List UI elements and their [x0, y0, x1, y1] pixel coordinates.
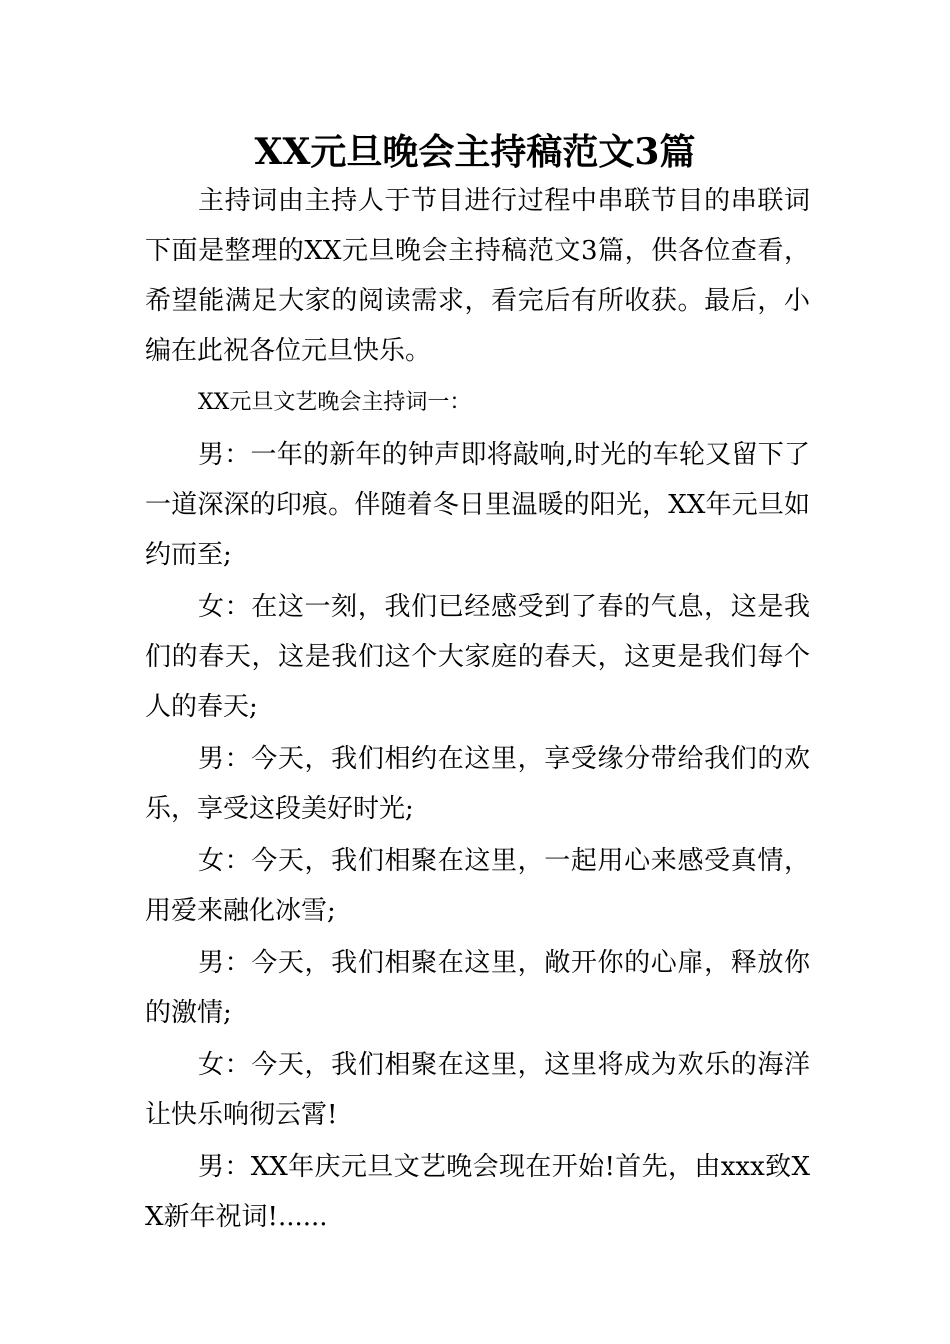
intro-paragraph: 主持词由主持人于节目进行过程中串联节目的串联词下面是整理的XX元旦晚会主持稿范文3篇，供各位查看，希望能满足大家的阅读需求，看完后有所收获。最后，小编在此祝各位元旦快乐。: [145, 186, 810, 366]
document-title: XX元旦晚会主持稿范文3篇: [254, 131, 696, 173]
section-heading: XX元旦文艺晚会主持词一：: [198, 390, 472, 415]
dialogue-paragraph: 女：今天，我们相聚在这里，这里将成为欢乐的海洋让快乐响彻云霄!: [145, 1050, 810, 1130]
dialogue-paragraph: 女：今天，我们相聚在这里，一起用心来感受真情，用爱来融化冰雪;: [145, 846, 810, 926]
dialogue-paragraph: 女：在这一刻，我们已经感受到了春的气息，这是我们的春天，这是我们这个大家庭的春天，这更是我们每个人的春天;: [145, 592, 810, 722]
dialogue-paragraph: 男：今天，我们相聚在这里，敞开你的心扉，释放你的激情;: [145, 948, 810, 1028]
dialogue-paragraph: 男：XX年庆元旦文艺晚会现在开始!首先，由xxx致XX新年祝词!......: [145, 1152, 810, 1232]
document-body: [145, 176, 810, 1242]
dialogue-paragraph: 男：一年的新年的钟声即将敲响,时光的车轮又留下了一道深深的印痕。伴随着冬日里温暖的阳光，XX年元旦如约而至;: [145, 440, 810, 570]
dialogue-paragraph: 男：今天，我们相约在这里，享受缘分带给我们的欢乐，享受这段美好时光;: [145, 744, 810, 824]
